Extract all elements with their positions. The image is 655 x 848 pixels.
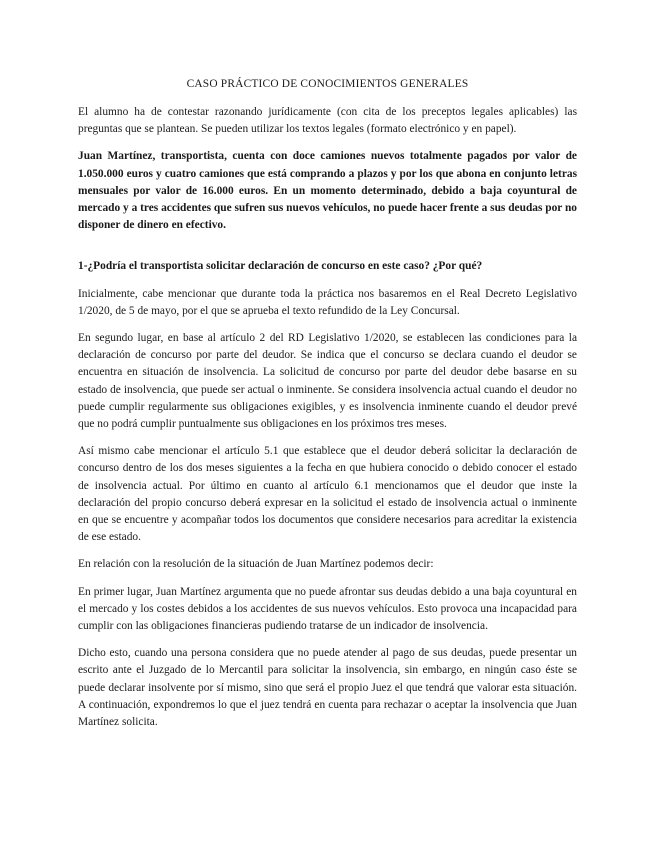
case-statement: Juan Martínez, transportista, cuenta con doce camiones nuevos totalmente pagados por valor de 1.050.000 euros y cuatro camiones que está comprando a plazos y por los que abona en conjunto letras mensuales por valor de 16.000 euros. En un momento determinado, debido a baja coyuntural de mercado y a tres accidentes que sufren sus nuevos vehículos, no puede hacer frente a sus deudas por no disponer de dinero en efectivo. (78, 150, 578, 232)
answer-paragraph-2: En segundo lugar, en base al artículo 2 del RD Legislativo 1/2020, se establecen las condiciones para la declaración de concurso por parte del deudor. Se indica que el concurso se declara cuando el deudor se encuentra en situación de insolvencia. La solicitud de concurso por parte del deudor debe basarse en su estado de insolvencia, que puede ser actual o inminente. Se considera insolvencia actual cuando el deudor no puede cumplir regularmente sus obligaciones exigibles, y es insolvencia inminente cuando el deudor prevé que no podrá cumplir puntualmente sus obligaciones en los próximos tres meses. (78, 332, 577, 431)
intro-paragraph: El alumno ha de contestar razonando jurídicamente (con cita de los preceptos legales aplicables) las preguntas que se plantean. Se pueden utilizar los textos legales (formato electrónico y en papel). (78, 106, 577, 136)
answer-paragraph-5: En primer lugar, Juan Martínez argumenta que no puede afrontar sus deudas debido a una baja coyuntural en el mercado y los costes debidos a los accidentes de sus nuevos vehículos. Esto provoca una incapacidad para cumplir con las obligaciones financieras pudiendo tratarse de un indicador de insolvencia. (78, 585, 577, 633)
answer-paragraph-3: Así mismo cabe mencionar el artículo 5.1 que establece que el deudor deberá solicitar la declaración de concurso dentro de los dos meses siguientes a la fecha en que hubiera conocido o debido conocer el estado de insolvencia actual. Por último en cuanto al artículo 6.1 mencionamos que el deudor que inste la declaración del propio concurso deberá expresar en la solicitud el estado de insolvencia actual o inminente en que se encuentre y acompañar todos los documentos que considere necesarios para acreditar la existencia de ese estado. (78, 445, 577, 544)
document-title: CASO PRÁCTICO DE CONOCIMIENTOS GENERALES (186, 78, 469, 90)
answer-paragraph-6: Dicho esto, cuando una persona considera que no puede atender al pago de sus deudas, puede presentar un escrito ante el Juzgado de lo Mercantil para solicitar la insolvencia, sin embargo, en ningún caso éste se puede declarar insolvente por sí mismo, sino que será el propio Juez el que tendrá que valorar esta situación. A continuación, expondremos lo que el juez tendrá en cuenta para rechazar o aceptar la insolvencia que Juan Martínez solicita. (78, 647, 577, 729)
answer-paragraph-1: Inicialmente, cabe mencionar que durante toda la práctica nos basaremos en el Real Decreto Legislativo 1/2020, de 5 de mayo, por el que se aprueba el texto refundido de la Ley Concursal. (78, 287, 577, 317)
answer-paragraph-4: En relación con la resolución de la situación de Juan Martínez podemos decir: (78, 558, 434, 571)
question-1: 1-¿Podría el transportista solicitar declaración de concurso en este caso? ¿Por qué? (78, 260, 483, 273)
